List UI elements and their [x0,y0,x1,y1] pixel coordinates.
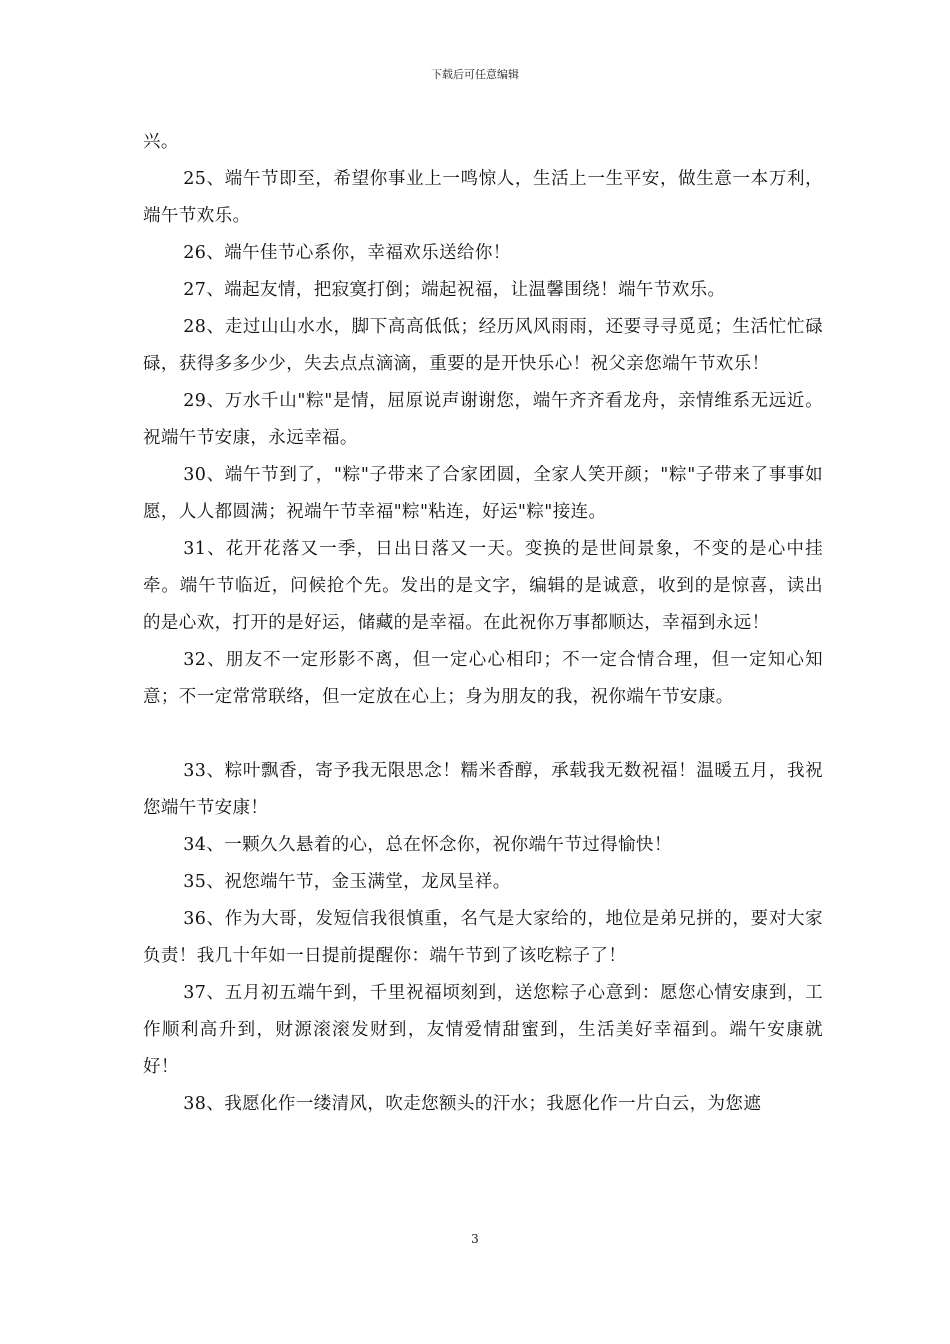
paragraph-34: 34、一颗久久悬着的心，总在怀念你，祝你端午节过得愉快！ [183,835,672,855]
paragraph-37: 37、五月初五端午到，千里祝福顷刻到，送您粽子心意到：愿您心情安康到，工作顺利高升到，财源滚滚发财到，友情爱情甜蜜到，生活美好幸福到。端午安康就好！ [143,983,823,1077]
paragraph-28: 28、走过山山水水，脚下高高低低；经历风风雨雨，还要寻寻觅觅；生活忙忙碌碌，获得多多少少，失去点点滴滴，重要的是开快乐心！祝父亲您端午节欢乐！ [143,317,823,374]
paragraph-27: 27、端起友情，把寂寞打倒；端起祝福，让温馨围绕！端午节欢乐。 [183,280,726,300]
paragraph-gap [143,716,823,753]
paragraph-continuation: 兴。 [143,132,179,152]
paragraph-33: 33、粽叶飘香，寄予我无限思念！糯米香醇，承载我无数祝福！温暖五月，我祝您端午节安康！ [143,761,823,818]
paragraph-29: 29、万水千山"粽"是情，屈原说声谢谢您，端午齐齐看龙舟，亲情维系无远近。祝端午节安康，永远幸福。 [143,391,823,448]
page-number: 3 [471,1232,479,1246]
paragraph-26: 26、端午佳节心系你，幸福欢乐送给你！ [183,243,511,263]
paragraph-38: 38、我愿化作一缕清风，吹走您额头的汗水；我愿化作一片白云，为您遮 [183,1094,762,1114]
paragraph-30: 30、端午节到了，"粽"子带来了合家团圆，全家人笑开颜；"粽"子带来了事事如愿，人人都圆满；祝端午节幸福"粽"粘连，好运"粽"接连。 [143,465,823,522]
paragraph-32: 32、朋友不一定形影不离，但一定心心相印；不一定合情合理，但一定知心知意；不一定常常联络，但一定放在心上；身为朋友的我，祝你端午节安康。 [143,650,823,707]
paragraph-31: 31、花开花落又一季，日出日落又一天。变换的是世间景象，不变的是心中挂牵。端午节临近，问候抢个先。发出的是文字，编辑的是诚意，收到的是惊喜，读出的是心欢，打开的是好运，储藏的是幸福。在此祝你万事都顺达，幸福到永远！ [143,539,823,633]
paragraph-35: 35、祝您端午节，金玉满堂，龙凤呈祥。 [183,872,511,892]
paragraph-36: 36、作为大哥，发短信我很慎重，名气是大家给的，地位是弟兄拼的，要对大家负责！我几十年如一日提前提醒你：端午节到了该吃粽子了！ [143,909,823,966]
paragraph-25: 25、端午节即至，希望你事业上一鸣惊人，生活上一生平安，做生意一本万利，端午节欢乐。 [143,169,823,226]
page-header: 下载后可任意编辑 [431,68,519,81]
document-body [143,124,823,1123]
